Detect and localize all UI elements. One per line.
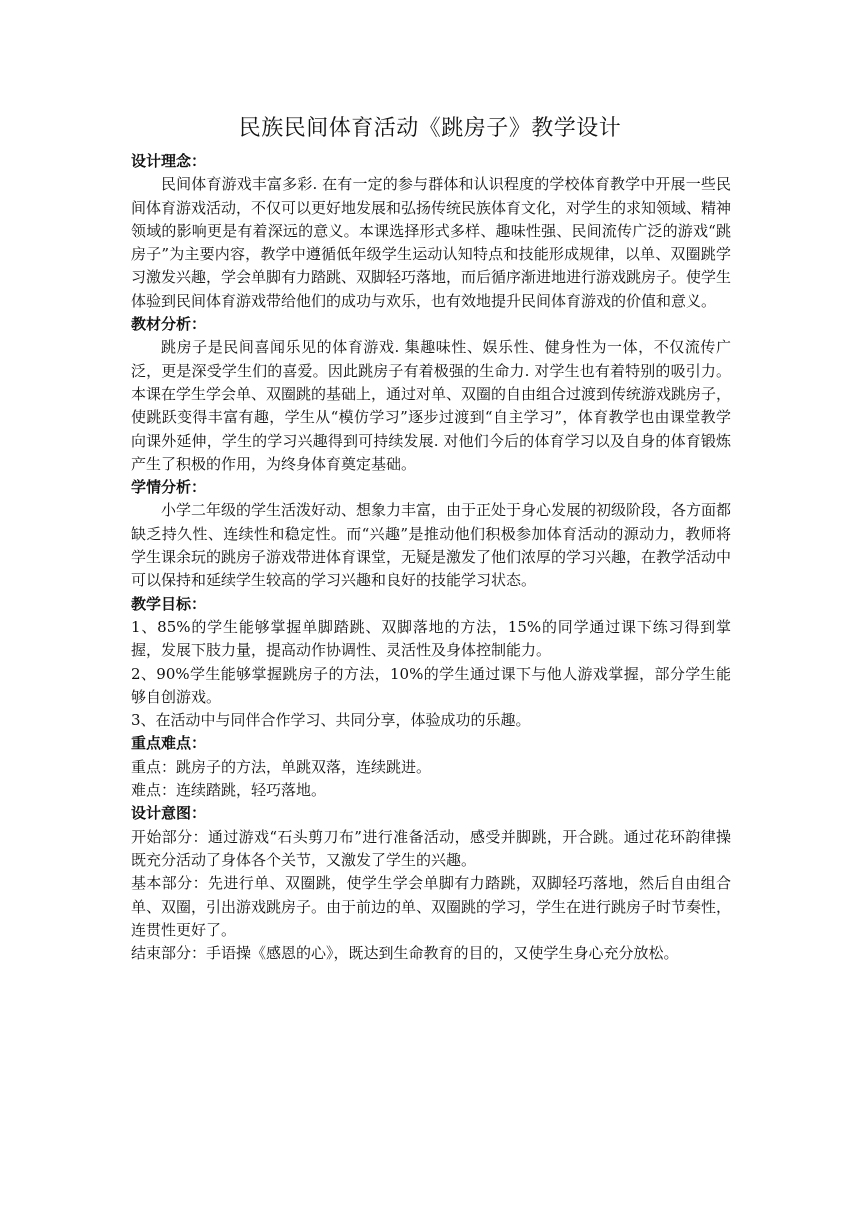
section-paragraph: 小学二年级的学生活泼好动、想象力丰富，由于正处于身心发展的初级阶段，各方面都缺乏持久性、连续性和稳定性。而“兴趣”是推动他们积极参加体育活动的源动力，教师将学生课余玩的跳房子游戏带进体育课堂，无疑是激发了他们浓厚的学习兴趣，在教学活动中可以保持和延续学生较高的学习兴趣和良好的技能学习状态。 [131,501,732,590]
design-intent-item: 基本部分：先进行单、双圈跳，使学生学会单脚有力踏跳，双脚轻巧落地，然后自由组合单、双圈，引出游戏跳房子。由于前边的单、双圈跳的学习，学生在进行跳房子时节奏性，连贯性更好了。 [131,874,732,939]
section-heading-key-points: 重点难点： [131,734,207,753]
section-heading-teaching-objectives: 教学目标： [131,594,207,613]
section-heading-student-analysis: 学情分析： [131,478,207,497]
objective-item: 2、90%学生能够掌握跳房子的方法，10%的学生通过课下与他人游戏掌握，部分学生能够自创游戏。 [131,664,731,706]
design-intent-item: 结束部分：手语操《感恩的心》，既达到生命教育的目的，又使学生身心充分放松。 [131,944,679,963]
key-point-item: 重点：跳房子的方法，单跳双落，连续跳进。 [131,757,432,776]
document-title: 民族民间体育活动《跳房子》教学设计 [238,116,622,141]
section-paragraph: 跳房子是民间喜闻乐见的体育游戏. 集趣味性、娱乐性、健身性为一体，不仅流传广泛，更是深受学生们的喜爱。因此跳房子有着极强的生命力. 对学生也有着特别的吸引力。本课在学生学会单、双圈跳的基础上，通过对单、双圈的自由组合过渡到传统游戏跳房子，使跳跃变得丰富有趣，学生从“模仿学习”逐步过渡到“自主学习”，体育教学也由课堂教学向课外延伸，学生的学习兴趣得到可持续发展. 对他们今后的体育学习以及自身的体育锻炼产生了积极的作用，为终身体育奠定基础。 [131,338,732,473]
section-heading-material-analysis: 教材分析： [131,315,207,334]
section-heading-design-concept: 设计理念： [131,152,207,170]
objective-item: 3、在活动中与同伴合作学习、共同分享，体验成功的乐趣。 [131,711,531,730]
objective-item: 1、85%的学生能够掌握单脚踏跳、双脚落地的方法，15%的同学通过课下练习得到掌握，发展下肢力量，提高动作协调性、灵活性及身体控制能力。 [131,617,731,660]
document-body [131,150,731,965]
section-paragraph: 民间体育游戏丰富多彩. 在有一定的参与群体和认识程度的学校体育教学中开展一些民间体育游戏活动，不仅可以更好地发展和弘扬传统民族体育文化，对学生的求知领域、精神领域的影响更是有着深远的意义。本课选择形式多样、趣味性强、民间流传广泛的游戏“跳房子”为主要内容，教学中遵循低年级学生运动认知特点和技能形成规律，以单、双圈跳学习激发兴趣，学会单脚有力踏跳、双脚轻巧落地，而后循序渐进地进行游戏跳房子。使学生体验到民间体育游戏带给他们的成功与欢乐，也有效地提升民间体育游戏的价值和意义。 [131,175,732,310]
difficulty-item: 难点：连续踏跳，轻巧落地。 [131,781,327,800]
section-heading-design-intent: 设计意图： [131,804,207,823]
design-intent-item: 开始部分：通过游戏“石头剪刀布”进行准备活动，感受并脚跳，开合跳。通过花环韵律操既充分活动了身体各个关节，又激发了学生的兴趣。 [131,827,731,869]
